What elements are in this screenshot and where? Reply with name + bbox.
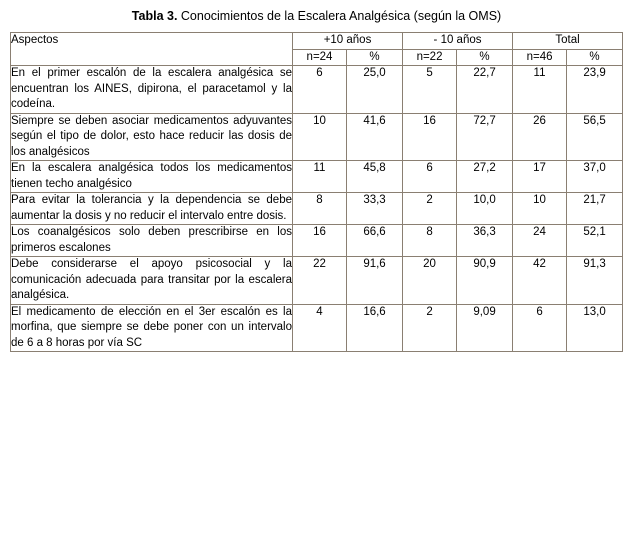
row-aspect: Para evitar la tolerancia y la dependencia se debe aumentar la dosis y no reducir el intervalo entre dosis. xyxy=(11,193,293,225)
header-sub-n-total: n=46 xyxy=(513,49,567,66)
row-value-n-minus10: 6 xyxy=(403,161,457,193)
table-row xyxy=(11,66,623,114)
row-aspect: En el primer escalón de la escalera analgésica se encuentran los AINES, dipirona, el paracetamol y la codeína. xyxy=(11,66,293,114)
row-value-pct-plus10: 66,6 xyxy=(347,225,403,257)
row-value-n-minus10: 5 xyxy=(403,66,457,114)
table-row xyxy=(11,193,623,225)
row-value-n-plus10: 22 xyxy=(293,257,347,305)
table-caption-number: Tabla 3. xyxy=(131,9,178,23)
row-value-n-total: 17 xyxy=(513,161,567,193)
header-sub-pct-total: % xyxy=(567,49,623,66)
row-aspect: En la escalera analgésica todos los medicamentos tienen techo analgésico xyxy=(11,161,293,193)
row-value-pct-plus10: 25,0 xyxy=(347,66,403,114)
row-aspect: Debe considerarse el apoyo psicosocial y la comunicación adecuada para transitar por la escalera analgésica. xyxy=(11,257,293,305)
table-row xyxy=(11,113,623,161)
row-value-pct-total: 91,3 xyxy=(567,257,623,305)
row-value-n-plus10: 4 xyxy=(293,304,347,352)
row-value-pct-minus10: 90,9 xyxy=(457,257,513,305)
header-sub-pct-plus10: % xyxy=(347,49,403,66)
row-value-pct-minus10: 72,7 xyxy=(457,113,513,161)
row-value-pct-plus10: 16,6 xyxy=(347,304,403,352)
row-value-n-total: 10 xyxy=(513,193,567,225)
row-value-n-plus10: 16 xyxy=(293,225,347,257)
header-sub-n-plus10: n=24 xyxy=(293,49,347,66)
row-value-pct-total: 52,1 xyxy=(567,225,623,257)
row-value-pct-total: 13,0 xyxy=(567,304,623,352)
row-value-n-plus10: 11 xyxy=(293,161,347,193)
row-value-pct-minus10: 27,2 xyxy=(457,161,513,193)
header-group-total: Total xyxy=(513,33,623,50)
table-caption xyxy=(10,8,623,24)
row-aspect: El medicamento de elección en el 3er escalón es la morfina, que siempre se debe poner con un intervalo de 6 a 8 horas por vía SC xyxy=(11,304,293,352)
header-sub-pct-minus10: % xyxy=(457,49,513,66)
row-value-n-minus10: 20 xyxy=(403,257,457,305)
row-value-n-total: 11 xyxy=(513,66,567,114)
row-value-n-plus10: 8 xyxy=(293,193,347,225)
row-value-pct-minus10: 10,0 xyxy=(457,193,513,225)
row-value-n-total: 42 xyxy=(513,257,567,305)
table-header-row-groups xyxy=(11,33,623,50)
header-aspects: Aspectos xyxy=(11,33,293,66)
row-value-n-minus10: 8 xyxy=(403,225,457,257)
row-value-pct-minus10: 22,7 xyxy=(457,66,513,114)
table-row xyxy=(11,225,623,257)
row-value-n-minus10: 2 xyxy=(403,304,457,352)
row-value-n-total: 6 xyxy=(513,304,567,352)
row-value-n-plus10: 6 xyxy=(293,66,347,114)
row-value-pct-total: 21,7 xyxy=(567,193,623,225)
header-sub-n-minus10: n=22 xyxy=(403,49,457,66)
row-value-n-minus10: 16 xyxy=(403,113,457,161)
table-caption-text: Conocimientos de la Escalera Analgésica (según la OMS) xyxy=(177,9,502,23)
row-value-n-minus10: 2 xyxy=(403,193,457,225)
knowledge-table xyxy=(10,32,623,352)
row-value-n-total: 24 xyxy=(513,225,567,257)
header-group-plus10: +10 años xyxy=(293,33,403,50)
row-aspect: Los coanalgésicos solo deben prescribirse en los primeros escalones xyxy=(11,225,293,257)
table-row xyxy=(11,304,623,352)
row-value-pct-plus10: 45,8 xyxy=(347,161,403,193)
table-row xyxy=(11,257,623,305)
row-value-n-total: 26 xyxy=(513,113,567,161)
row-value-pct-plus10: 91,6 xyxy=(347,257,403,305)
row-aspect: Siempre se deben asociar medicamentos adyuvantes según el tipo de dolor, esto hace reducir las dosis de los analgésicos xyxy=(11,113,293,161)
row-value-pct-plus10: 41,6 xyxy=(347,113,403,161)
row-value-pct-minus10: 36,3 xyxy=(457,225,513,257)
row-value-pct-total: 56,5 xyxy=(567,113,623,161)
row-value-pct-minus10: 9,09 xyxy=(457,304,513,352)
row-value-pct-total: 37,0 xyxy=(567,161,623,193)
table-row xyxy=(11,161,623,193)
header-group-minus10: - 10 años xyxy=(403,33,513,50)
row-value-pct-total: 23,9 xyxy=(567,66,623,114)
row-value-n-plus10: 10 xyxy=(293,113,347,161)
row-value-pct-plus10: 33,3 xyxy=(347,193,403,225)
